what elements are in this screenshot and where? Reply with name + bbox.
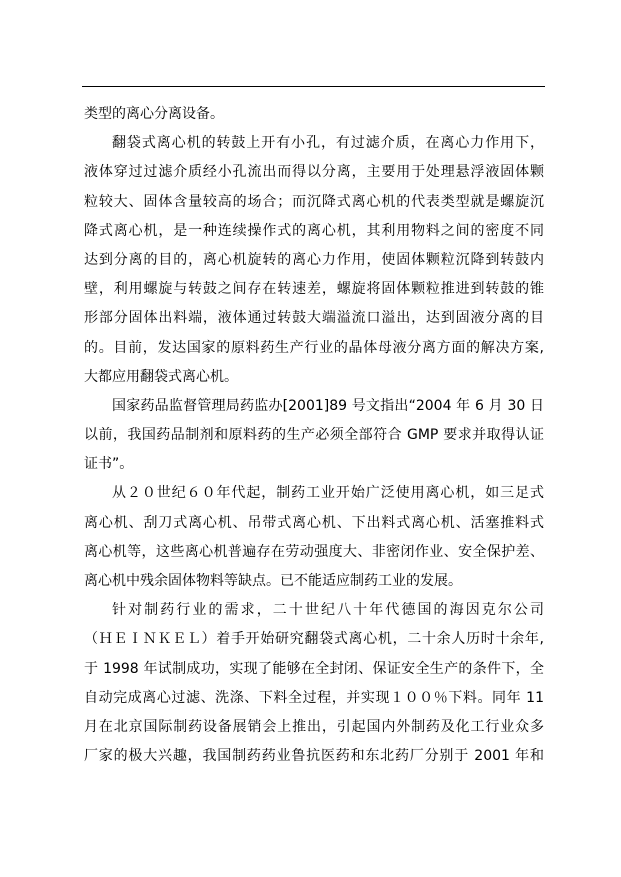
text-line: 自动完成离心过滤、洗涤、下料全过程，并实现１００％下料。同年 11	[84, 689, 544, 706]
text-line: 于 1998 年试制成功，实现了能够在全封闭、保证安全生产的条件下，全	[84, 660, 544, 677]
text-line: 粒较大、固体含量较高的场合；而沉降式离心机的代表类型就是螺旋沉	[84, 193, 544, 210]
text-line: 离心机等，这些离心机普遍存在劳动强度大、非密闭作业、安全保护差、	[84, 543, 544, 560]
body-text	[84, 100, 544, 771]
text-line: 月在北京国际制药设备展销会上推出，引起国内外制药及化工行业众多	[84, 718, 544, 735]
text-line: 壁，利用螺旋与转鼓之间存在转速差，螺旋将固体颗粒推进到转鼓的锥	[84, 281, 544, 298]
text-line: 的。目前，发达国家的原料药生产行业的晶体母液分离方面的解决方案,	[84, 339, 544, 356]
text-line: 证书”。	[84, 456, 134, 473]
text-line: 以前，我国药品制剂和原料药的生产必须全部符合 GMP 要求并取得认证	[84, 427, 544, 444]
text-line: 翻袋式离心机的转鼓上开有小孔，有过滤介质，在离心力作用下，	[112, 135, 544, 152]
text-line: 类型的离心分离设备。	[84, 106, 224, 122]
text-line: 针对制药行业的需求，二十世纪八十年代德国的海因克尔公司	[112, 602, 544, 619]
text-line: 降式离心机，是一种连续操作式的离心机，其利用物料之间的密度不同	[84, 222, 544, 239]
text-line: 液体穿过过滤介质经小孔流出而得以分离，主要用于处理悬浮液固体颗	[84, 164, 544, 181]
text-line: 从２０世纪６０年代起，制药工业开始广泛使用离心机，如三足式	[112, 485, 544, 502]
text-line: 厂家的极大兴趣，我国制药药业鲁抗医药和东北药厂分别于 2001 年和	[84, 748, 544, 765]
text-line: 离心机、刮刀式离心机、吊带式离心机、下出料式离心机、活塞推料式	[84, 514, 544, 531]
text-line: 达到分离的目的，离心机旋转的离心力作用，使固体颗粒沉降到转鼓内	[84, 251, 544, 268]
text-line: 大都应用翻袋式离心机。	[84, 368, 238, 385]
header-rule	[82, 86, 545, 87]
text-line: （ＨＥＩＮＫＥＬ）着手开始研究翻袋式离心机，二十余人历时十余年,	[84, 631, 544, 648]
text-line: 离心机中残余固体物料等缺点。已不能适应制药工业的发展。	[84, 573, 462, 589]
text-line: 国家药品监督管理局药监办[2001]89 号文指出“2004 年 6 月 30 日	[112, 397, 544, 414]
text-line: 形部分固体出料端，液体通过转鼓大端溢流口溢出，达到固液分离的目	[84, 310, 544, 327]
